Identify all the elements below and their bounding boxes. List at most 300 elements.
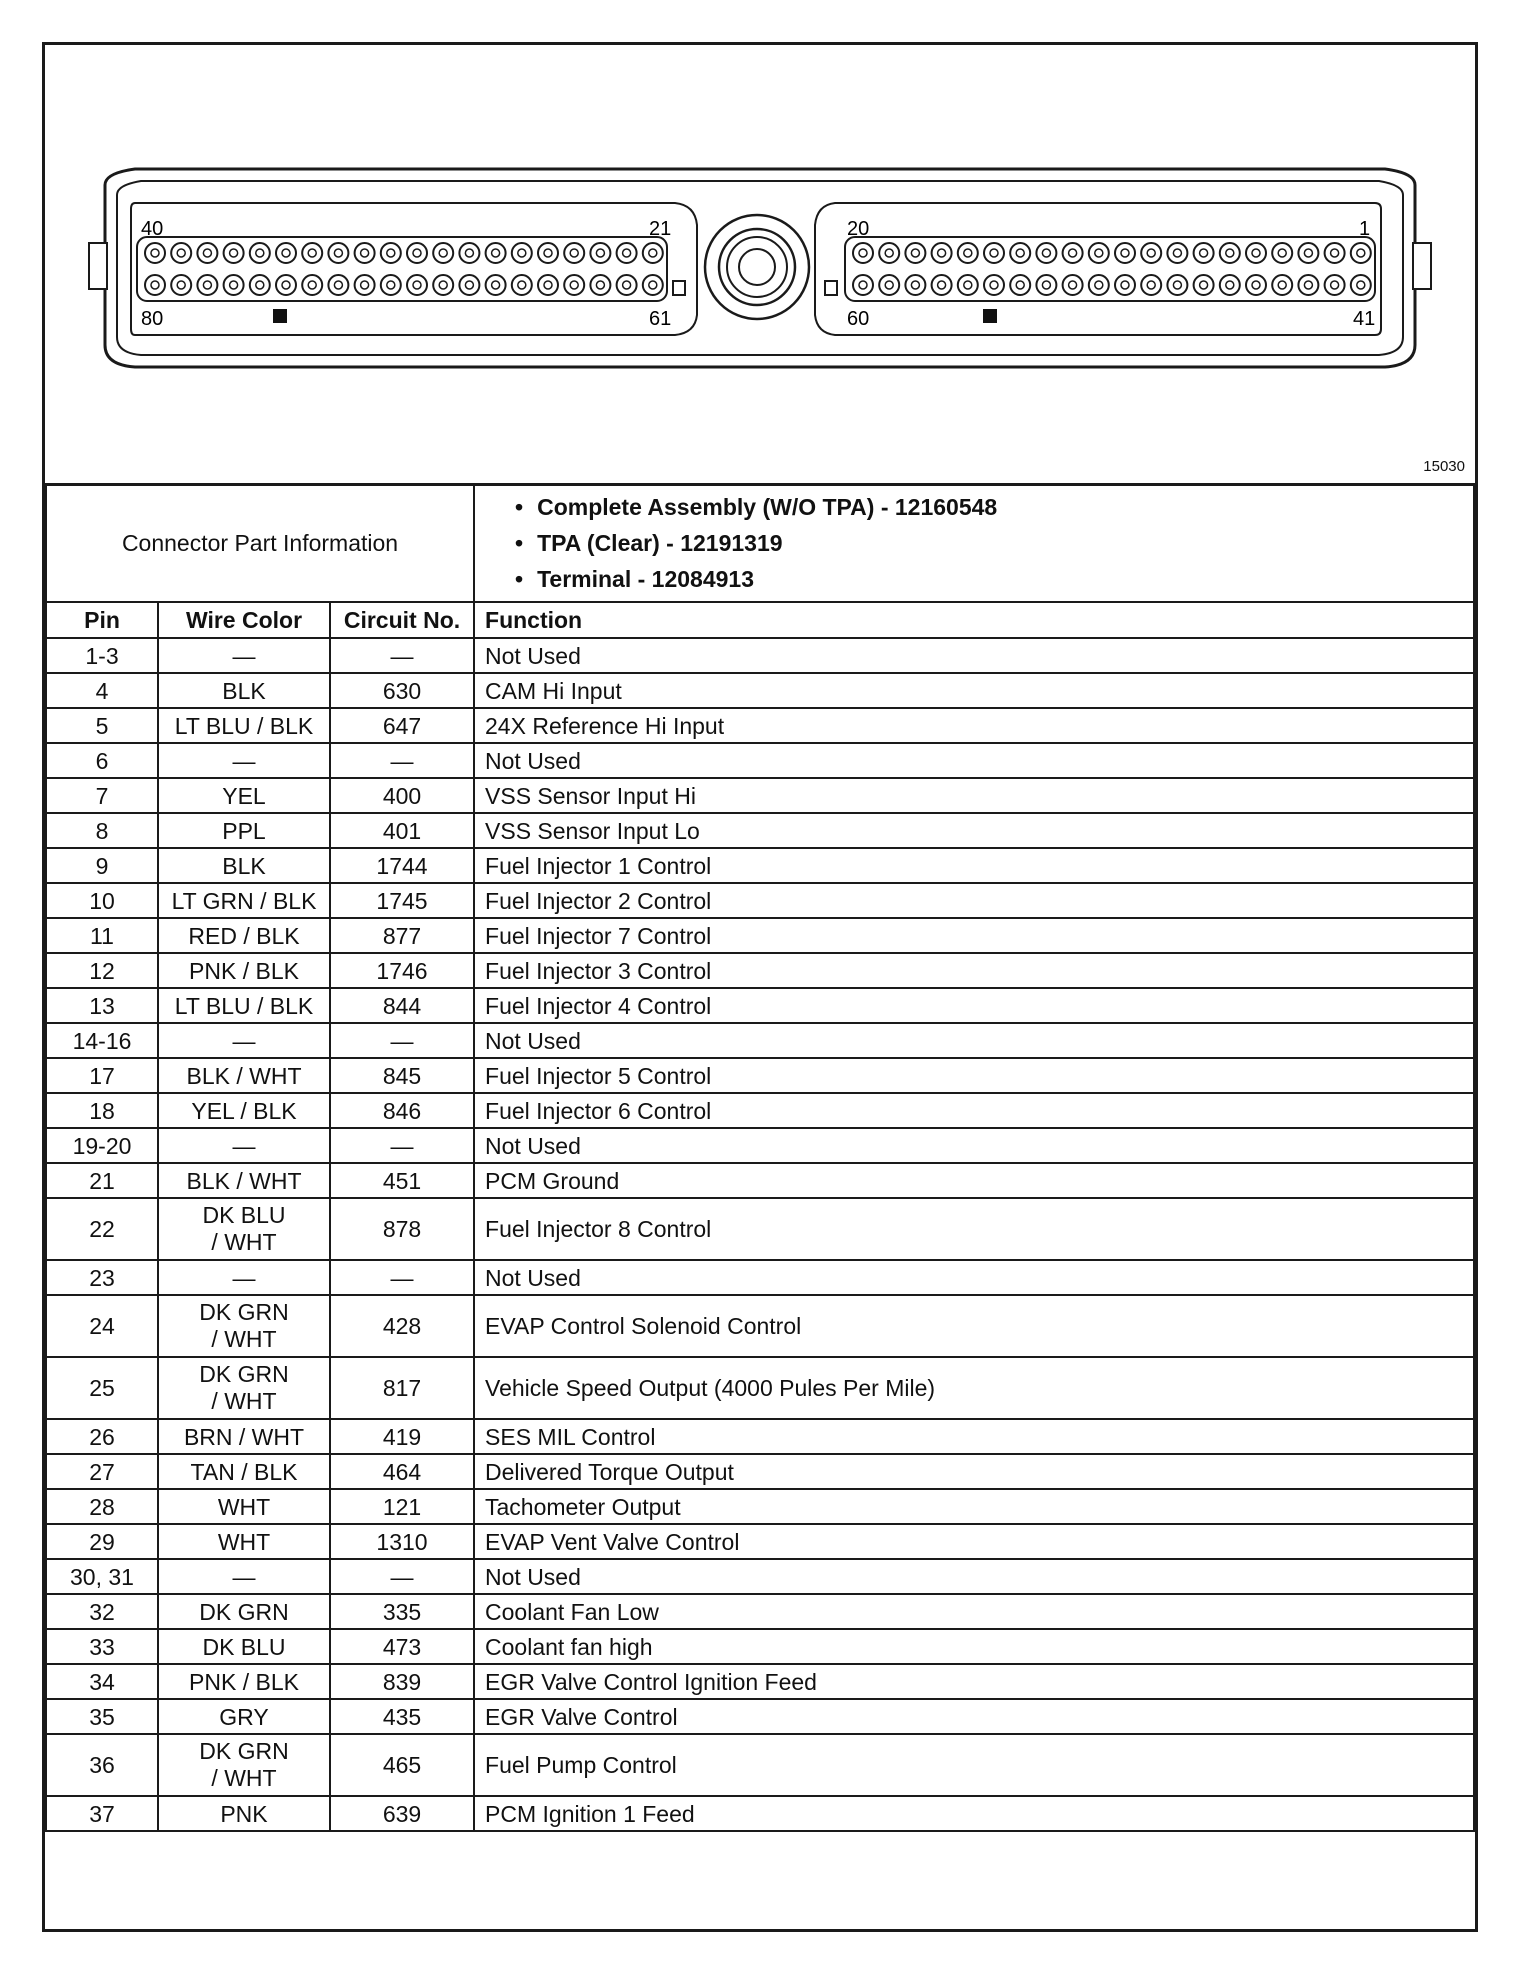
table-row [46, 883, 1474, 918]
pin-cell: 26 [46, 1419, 158, 1454]
pin-socket [1325, 275, 1345, 295]
circuit-cell: 647 [330, 708, 474, 743]
pin-socket-inner [964, 281, 972, 289]
function-cell: Fuel Injector 3 Control [474, 953, 1474, 988]
pin-socket-inner [1331, 249, 1339, 257]
connector-info-item: • TPA (Clear) - 12191319 [515, 525, 1463, 561]
pin-cell: 12 [46, 953, 158, 988]
table-row [46, 1734, 1474, 1796]
circuit-cell: 877 [330, 918, 474, 953]
circuit-cell: 839 [330, 1664, 474, 1699]
function-cell: EGR Valve Control Ignition Feed [474, 1664, 1474, 1699]
pin-socket [564, 275, 584, 295]
pin-socket-inner [256, 249, 264, 257]
pin-socket-inner [334, 281, 342, 289]
pin-socket-inner [1069, 249, 1077, 257]
wire-color-cell: TAN / BLK [158, 1454, 330, 1489]
function-cell: EVAP Vent Valve Control [474, 1524, 1474, 1559]
table-row [46, 813, 1474, 848]
wire-color-line: / WHT [211, 1388, 277, 1414]
pin-socket [538, 243, 558, 263]
pin-cell: 28 [46, 1489, 158, 1524]
function-cell: Delivered Torque Output [474, 1454, 1474, 1489]
pin-socket-inner [203, 281, 211, 289]
circuit-cell: 817 [330, 1357, 474, 1419]
pin-socket-inner [1147, 281, 1155, 289]
pin-socket [1298, 243, 1318, 263]
table-row [46, 1559, 1474, 1594]
pin-socket [302, 275, 322, 295]
wire-color-cell: PPL [158, 813, 330, 848]
header-pin: Pin [46, 602, 158, 638]
pin-socket [1246, 243, 1266, 263]
connector-inner-shell [117, 181, 1403, 355]
function-cell: Fuel Injector 2 Control [474, 883, 1474, 918]
function-cell: Fuel Injector 1 Control [474, 848, 1474, 883]
pin-socket-inner [1069, 281, 1077, 289]
table-row [46, 1295, 1474, 1357]
pin-socket [1010, 275, 1030, 295]
pin-cell: 36 [46, 1734, 158, 1796]
pin-socket-inner [1304, 249, 1312, 257]
figure-number: 15030 [1423, 458, 1465, 475]
wire-color-cell: LT BLU / BLK [158, 988, 330, 1023]
pin-socket-inner [1042, 249, 1050, 257]
pin-cell: 5 [46, 708, 158, 743]
pin-label-40: 40 [141, 218, 164, 240]
circuit-cell: 400 [330, 778, 474, 813]
circuit-cell: 464 [330, 1454, 474, 1489]
table-row [46, 638, 1474, 673]
center-screw-icon [739, 249, 775, 285]
pin-socket [1194, 243, 1214, 263]
pin-socket [1036, 243, 1056, 263]
circuit-cell: 630 [330, 673, 474, 708]
wire-color-cell: — [158, 1260, 330, 1295]
circuit-cell: 846 [330, 1093, 474, 1128]
wire-color-cell: DK BLU [158, 1629, 330, 1664]
pin-socket [512, 243, 532, 263]
pin-socket-inner [1331, 281, 1339, 289]
function-cell: Not Used [474, 743, 1474, 778]
circuit-cell: — [330, 743, 474, 778]
pin-socket-inner [518, 281, 526, 289]
connector-info-row [46, 484, 1474, 602]
wire-color-line: DK BLU [202, 1202, 286, 1228]
pin-socket [617, 275, 637, 295]
table-row [46, 743, 1474, 778]
pin-socket-inner [465, 249, 473, 257]
circuit-cell: 1310 [330, 1524, 474, 1559]
left-key-mark [273, 309, 287, 323]
left-pin-array [145, 243, 663, 295]
function-cell: Not Used [474, 1559, 1474, 1594]
pin-socket-inner [570, 249, 578, 257]
pin-socket-inner [1226, 249, 1234, 257]
table-row [46, 953, 1474, 988]
pin-socket [1063, 275, 1083, 295]
pin-socket-inner [623, 281, 631, 289]
pin-socket [145, 243, 165, 263]
function-cell: Not Used [474, 1260, 1474, 1295]
pin-socket [1010, 243, 1030, 263]
function-cell: SES MIL Control [474, 1419, 1474, 1454]
pin-table [45, 483, 1475, 1832]
pin-socket-inner [885, 281, 893, 289]
pin-cell: 22 [46, 1198, 158, 1260]
pin-socket-inner [177, 249, 185, 257]
table-row [46, 1357, 1474, 1419]
pin-socket-inner [465, 281, 473, 289]
pin-socket [197, 275, 217, 295]
pin-socket [224, 243, 244, 263]
pin-socket-inner [1226, 281, 1234, 289]
pin-socket-inner [570, 281, 578, 289]
pin-socket-inner [256, 281, 264, 289]
pin-socket-inner [1173, 281, 1181, 289]
connector-outer-shell [105, 169, 1415, 367]
table-row [46, 1058, 1474, 1093]
pin-socket [1089, 243, 1109, 263]
pin-cell: 4 [46, 673, 158, 708]
wire-color-cell [158, 1198, 330, 1260]
connector-info-item: • Terminal - 12084913 [515, 561, 1463, 597]
pin-socket-inner [544, 281, 552, 289]
right-pin-block [815, 203, 1381, 335]
pin-socket [512, 275, 532, 295]
pin-socket-inner [1252, 281, 1260, 289]
wire-color-cell: BLK [158, 848, 330, 883]
circuit-cell: 435 [330, 1699, 474, 1734]
table-row [46, 1454, 1474, 1489]
pin-socket [171, 275, 191, 295]
pin-socket [276, 275, 296, 295]
pin-socket-inner [151, 281, 159, 289]
pin-socket-inner [230, 249, 238, 257]
pin-socket-inner [282, 249, 290, 257]
pin-socket [564, 243, 584, 263]
pin-socket [1220, 275, 1240, 295]
pin-socket-inner [177, 281, 185, 289]
circuit-cell: 844 [330, 988, 474, 1023]
table-row [46, 988, 1474, 1023]
pin-socket-inner [1304, 281, 1312, 289]
wire-color-line: DK GRN [199, 1738, 289, 1764]
pin-cell: 17 [46, 1058, 158, 1093]
wire-color-cell: — [158, 1128, 330, 1163]
pin-socket-inner [361, 281, 369, 289]
wire-color-cell: PNK [158, 1796, 330, 1831]
pin-socket-inner [518, 249, 526, 257]
pin-socket [984, 275, 1004, 295]
table-row [46, 1489, 1474, 1524]
function-cell: Fuel Injector 5 Control [474, 1058, 1474, 1093]
center-boss-outer [705, 215, 809, 319]
wire-color-cell: BRN / WHT [158, 1419, 330, 1454]
wire-color-cell: PNK / BLK [158, 953, 330, 988]
connector-info-item: • Complete Assembly (W/O TPA) - 12160548 [515, 489, 1463, 525]
pin-socket-inner [1121, 249, 1129, 257]
circuit-cell: 335 [330, 1594, 474, 1629]
circuit-cell: 121 [330, 1489, 474, 1524]
pin-socket [643, 243, 663, 263]
header-circuit-no: Circuit No. [330, 602, 474, 638]
pin-socket-inner [859, 281, 867, 289]
table-header-row [46, 602, 1474, 638]
pin-socket-inner [649, 281, 657, 289]
function-cell: VSS Sensor Input Hi [474, 778, 1474, 813]
pin-cell: 21 [46, 1163, 158, 1198]
table-row [46, 1594, 1474, 1629]
function-cell: CAM Hi Input [474, 673, 1474, 708]
function-cell: Coolant fan high [474, 1629, 1474, 1664]
pin-socket [1141, 243, 1161, 263]
wire-color-line: / WHT [211, 1326, 277, 1352]
pin-socket-inner [1016, 249, 1024, 257]
pin-socket-inner [1095, 281, 1103, 289]
function-cell: PCM Ground [474, 1163, 1474, 1198]
pin-socket-inner [1016, 281, 1024, 289]
wire-color-cell: LT GRN / BLK [158, 883, 330, 918]
pin-cell: 10 [46, 883, 158, 918]
pin-socket-inner [413, 249, 421, 257]
table-row [46, 708, 1474, 743]
pin-socket [381, 243, 401, 263]
connector-info-list-cell [474, 484, 1474, 602]
pin-socket-inner [439, 249, 447, 257]
function-cell: EGR Valve Control [474, 1699, 1474, 1734]
circuit-cell: — [330, 1128, 474, 1163]
circuit-cell: 465 [330, 1734, 474, 1796]
connector-diagram [45, 45, 1475, 486]
connector-info-list [485, 489, 1463, 597]
table-row [46, 1524, 1474, 1559]
right-key-mark [983, 309, 997, 323]
wire-color-cell [158, 1357, 330, 1419]
pin-socket-inner [203, 249, 211, 257]
pin-socket [250, 243, 270, 263]
pin-socket-inner [1252, 249, 1260, 257]
wire-color-line: DK GRN [199, 1299, 289, 1325]
function-cell: Fuel Injector 4 Control [474, 988, 1474, 1023]
function-cell: Fuel Injector 6 Control [474, 1093, 1474, 1128]
header-wire-color: Wire Color [158, 602, 330, 638]
wire-color-line: DK GRN [199, 1361, 289, 1387]
pin-socket [617, 243, 637, 263]
pin-socket [459, 243, 479, 263]
pin-socket-inner [151, 249, 159, 257]
pin-socket [1036, 275, 1056, 295]
connector-info-title: Connector Part Information [46, 484, 474, 602]
pin-socket [1351, 243, 1371, 263]
pin-socket-inner [596, 281, 604, 289]
pin-cell: 13 [46, 988, 158, 1023]
pin-socket [879, 243, 899, 263]
pin-socket-inner [1200, 249, 1208, 257]
pin-cell: 8 [46, 813, 158, 848]
pin-socket [433, 243, 453, 263]
wire-color-cell: RED / BLK [158, 918, 330, 953]
wire-color-cell: DK GRN [158, 1594, 330, 1629]
pin-socket-inner [1095, 249, 1103, 257]
pin-socket [958, 275, 978, 295]
circuit-cell: — [330, 1023, 474, 1058]
left-pin-block [131, 203, 697, 335]
pin-socket [1351, 275, 1371, 295]
pin-socket [328, 243, 348, 263]
pin-socket-inner [492, 281, 500, 289]
pin-socket-inner [938, 281, 946, 289]
pin-cell: 34 [46, 1664, 158, 1699]
pin-socket-inner [492, 249, 500, 257]
connector-sheet [42, 42, 1478, 1932]
table-row [46, 848, 1474, 883]
pin-socket-inner [1147, 249, 1155, 257]
function-cell: Fuel Pump Control [474, 1734, 1474, 1796]
header-function: Function [474, 602, 1474, 638]
function-cell: Fuel Injector 8 Control [474, 1198, 1474, 1260]
circuit-cell: 1746 [330, 953, 474, 988]
function-cell: Vehicle Speed Output (4000 Pules Per Mile) [474, 1357, 1474, 1419]
pin-cell: 25 [46, 1357, 158, 1419]
pin-cell: 32 [46, 1594, 158, 1629]
pin-label-1: 1 [1359, 218, 1371, 240]
pin-cell: 11 [46, 918, 158, 953]
function-cell: Not Used [474, 1128, 1474, 1163]
wire-color-cell: PNK / BLK [158, 1664, 330, 1699]
wire-color-cell: WHT [158, 1524, 330, 1559]
circuit-cell: 1744 [330, 848, 474, 883]
pin-cell: 30, 31 [46, 1559, 158, 1594]
function-cell: Not Used [474, 1023, 1474, 1058]
pin-socket [1115, 243, 1135, 263]
wire-color-cell [158, 1734, 330, 1796]
pin-socket [1167, 275, 1187, 295]
wire-color-cell: — [158, 1559, 330, 1594]
pin-socket-inner [1173, 249, 1181, 257]
table-row [46, 1699, 1474, 1734]
pin-label-20: 20 [847, 218, 870, 240]
pin-socket [486, 243, 506, 263]
pin-cell: 24 [46, 1295, 158, 1357]
center-boss-mid [719, 229, 795, 305]
pin-label-61: 61 [649, 308, 672, 330]
wire-color-cell: BLK / WHT [158, 1058, 330, 1093]
pin-label-80: 80 [141, 308, 164, 330]
pin-socket-inner [308, 249, 316, 257]
wire-color-cell [158, 1295, 330, 1357]
pin-socket [145, 275, 165, 295]
pin-socket-inner [938, 249, 946, 257]
right-pin-array [853, 243, 1371, 295]
center-boss-inner [727, 237, 787, 297]
circuit-cell: 1745 [330, 883, 474, 918]
pin-label-21: 21 [649, 218, 672, 240]
wire-color-line: / WHT [211, 1229, 277, 1255]
left-pin-field [137, 237, 667, 301]
pin-socket-inner [1357, 249, 1365, 257]
pin-socket [853, 275, 873, 295]
pin-socket-inner [596, 249, 604, 257]
pin-socket-inner [1357, 281, 1365, 289]
pin-socket-inner [1278, 249, 1286, 257]
pin-socket-inner [439, 281, 447, 289]
pin-socket [276, 243, 296, 263]
pin-cell: 27 [46, 1454, 158, 1489]
table-row [46, 918, 1474, 953]
pin-socket [905, 275, 925, 295]
table-row [46, 1629, 1474, 1664]
pin-socket [1167, 243, 1187, 263]
pin-cell: 9 [46, 848, 158, 883]
pin-cell: 18 [46, 1093, 158, 1128]
pin-socket-inner [361, 249, 369, 257]
pin-socket-inner [964, 249, 972, 257]
circuit-cell: — [330, 1559, 474, 1594]
wire-color-cell: YEL [158, 778, 330, 813]
function-cell: Not Used [474, 638, 1474, 673]
circuit-cell: 401 [330, 813, 474, 848]
pin-cell: 1-3 [46, 638, 158, 673]
pin-socket-inner [1042, 281, 1050, 289]
right-latch [1413, 243, 1431, 289]
pin-socket-inner [885, 249, 893, 257]
table-row [46, 1198, 1474, 1260]
wire-color-line: / WHT [211, 1765, 277, 1791]
pin-socket [407, 275, 427, 295]
function-cell: Tachometer Output [474, 1489, 1474, 1524]
wire-color-cell: WHT [158, 1489, 330, 1524]
pin-socket [1063, 243, 1083, 263]
pin-socket [1115, 275, 1135, 295]
pin-cell: 29 [46, 1524, 158, 1559]
pin-socket [381, 275, 401, 295]
pin-socket [984, 243, 1004, 263]
pin-socket [224, 275, 244, 295]
connector-face-drawing [45, 45, 1475, 483]
wire-color-cell: BLK [158, 673, 330, 708]
pin-socket [932, 243, 952, 263]
table-row [46, 1664, 1474, 1699]
table-row [46, 778, 1474, 813]
pin-label-41: 41 [1353, 308, 1376, 330]
pin-cell: 23 [46, 1260, 158, 1295]
circuit-cell: 419 [330, 1419, 474, 1454]
pin-socket-inner [990, 281, 998, 289]
pin-socket [407, 243, 427, 263]
wire-color-cell: BLK / WHT [158, 1163, 330, 1198]
pin-socket-inner [544, 249, 552, 257]
pin-label-60: 60 [847, 308, 870, 330]
pin-socket [355, 243, 375, 263]
circuit-cell: 473 [330, 1629, 474, 1664]
pin-socket-inner [387, 281, 395, 289]
wire-color-cell: GRY [158, 1699, 330, 1734]
table-row [46, 1128, 1474, 1163]
table-row [46, 1419, 1474, 1454]
left-block-tab [673, 281, 685, 295]
pin-socket [1325, 243, 1345, 263]
pin-socket [1089, 275, 1109, 295]
circuit-cell: 639 [330, 1796, 474, 1831]
function-cell: EVAP Control Solenoid Control [474, 1295, 1474, 1357]
pin-cell: 33 [46, 1629, 158, 1664]
circuit-cell: 878 [330, 1198, 474, 1260]
pin-socket-inner [1121, 281, 1129, 289]
pin-socket-inner [230, 281, 238, 289]
pin-socket-inner [990, 249, 998, 257]
pin-socket-inner [1278, 281, 1286, 289]
